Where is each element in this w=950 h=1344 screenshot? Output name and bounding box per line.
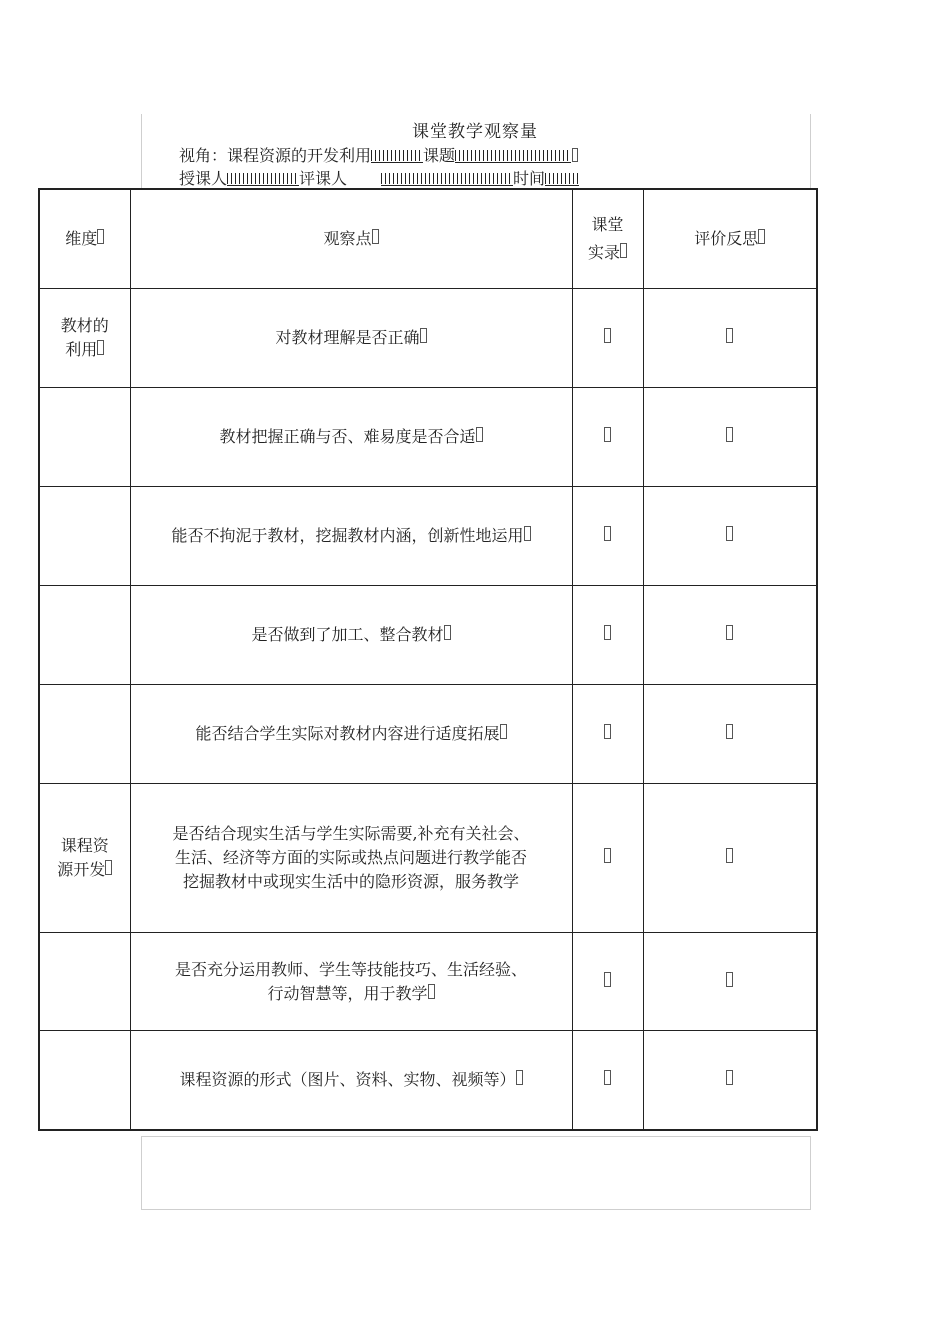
placeholder-box-icon (572, 148, 578, 162)
evaluator-blank-field[interactable] (381, 171, 513, 186)
dimension-cell (39, 586, 130, 685)
placeholder-box-icon (105, 860, 112, 875)
dimension-text: 教材的 (60, 316, 109, 335)
header-text: 评价反思 (694, 229, 759, 248)
header-line-perspective (179, 143, 578, 166)
placeholder-box-icon (604, 848, 611, 863)
dimension-cell (39, 784, 130, 933)
time-label: 时间 (513, 169, 546, 188)
reflection-cell[interactable] (643, 388, 817, 487)
placeholder-box-icon (726, 328, 733, 343)
header-text: 维度 (65, 229, 98, 248)
observation-point-cell (130, 685, 572, 784)
table-row (39, 289, 817, 388)
header-line-people (179, 166, 579, 189)
observation-point-cell (130, 586, 572, 685)
record-cell[interactable] (572, 933, 643, 1031)
time-blank-field[interactable] (545, 171, 579, 186)
observation-point-cell (130, 933, 572, 1031)
placeholder-box-icon (97, 229, 104, 244)
dimension-cell (39, 933, 130, 1031)
observation-point-text: 能否不拘泥于教材，挖掘教材内涵，创新性地运用 (171, 526, 524, 545)
record-cell[interactable] (572, 487, 643, 586)
table-header-row (39, 189, 817, 289)
record-cell[interactable] (572, 685, 643, 784)
reflection-cell[interactable] (643, 289, 817, 388)
placeholder-box-icon (726, 625, 733, 640)
topic-blank-field[interactable] (455, 148, 571, 163)
record-cell[interactable] (572, 586, 643, 685)
table-row (39, 586, 817, 685)
perspective-label: 视角： (179, 146, 228, 165)
placeholder-box-icon (620, 243, 627, 258)
record-cell[interactable] (572, 1031, 643, 1131)
observation-point-text: 能否结合学生实际对教材内容进行适度拓展 (195, 724, 500, 743)
placeholder-box-icon (604, 526, 611, 541)
table-row (39, 388, 817, 487)
placeholder-box-icon (758, 229, 765, 244)
placeholder-box-icon (476, 427, 483, 442)
observation-point-text: 是否结合现实生活与学生实际需要,补充有关社会、 (172, 824, 530, 843)
teacher-blank-field[interactable] (227, 171, 299, 186)
observation-point-cell (130, 784, 572, 933)
observation-point-text: 对教材理解是否正确 (275, 328, 420, 347)
observation-point-text: 课程资源的形式（图片、资料、实物、视频等） (179, 1070, 516, 1089)
dimension-cell (39, 388, 130, 487)
table-row (39, 933, 817, 1031)
observation-point-text: 挖掘教材中或现实生活中的隐形资源，服务教学 (182, 872, 519, 891)
dimension-cell (39, 685, 130, 784)
record-cell[interactable] (572, 388, 643, 487)
bottom-frame (141, 1136, 811, 1210)
table-row (39, 1031, 817, 1131)
document-title: 课堂教学观察量 (412, 122, 538, 142)
placeholder-box-icon (604, 1070, 611, 1085)
dimension-cell (39, 289, 130, 388)
observation-point-cell (130, 1031, 572, 1131)
reflection-cell[interactable] (643, 487, 817, 586)
placeholder-box-icon (604, 427, 611, 442)
placeholder-box-icon (428, 984, 435, 999)
placeholder-box-icon (516, 1070, 523, 1085)
placeholder-box-icon (97, 340, 104, 355)
placeholder-box-icon (500, 724, 507, 739)
reflection-cell[interactable] (643, 1031, 817, 1131)
dimension-text: 课程资 (60, 836, 109, 855)
observation-point-text: 是否充分运用教师、学生等技能技巧、生活经验、 (174, 959, 527, 979)
placeholder-box-icon (604, 625, 611, 640)
dimension-cell (39, 1031, 130, 1131)
observation-point-text: 是否做到了加工、整合教材 (251, 625, 444, 644)
table-row (39, 487, 817, 586)
header-text: 课堂 (591, 215, 624, 234)
table-row (39, 784, 817, 933)
observation-point-text: 教材把握正确与否、难易度是否合适 (219, 427, 476, 446)
observation-point-cell (130, 487, 572, 586)
placeholder-box-icon (726, 724, 733, 739)
observation-point-cell (130, 289, 572, 388)
placeholder-box-icon (726, 848, 733, 863)
topic-label: 课题 (423, 146, 456, 165)
table-row (39, 685, 817, 784)
column-header-dimension (39, 189, 130, 289)
placeholder-box-icon (604, 972, 611, 987)
dimension-cell (39, 487, 130, 586)
column-header-record (572, 189, 643, 289)
column-header-reflection (643, 189, 817, 289)
teacher-label: 授课人 (179, 169, 228, 188)
reflection-cell[interactable] (643, 784, 817, 933)
header-text: 实录 (587, 243, 620, 262)
observation-table (38, 188, 818, 1131)
header-text: 观察点 (323, 229, 372, 248)
observation-point-text: 行动智慧等，用于教学 (267, 983, 428, 1003)
observation-point-text: 生活、经济等方面的实际或热点问题进行教学能否 (174, 848, 527, 867)
blank-field[interactable] (371, 148, 423, 163)
placeholder-box-icon (726, 1070, 733, 1085)
placeholder-box-icon (420, 328, 427, 343)
placeholder-box-icon (372, 229, 379, 244)
placeholder-box-icon (524, 526, 531, 541)
evaluator-label: 评课人 (299, 169, 348, 188)
placeholder-box-icon (444, 625, 451, 640)
record-cell[interactable] (572, 289, 643, 388)
placeholder-box-icon (604, 328, 611, 343)
reflection-cell[interactable] (643, 933, 817, 1031)
placeholder-box-icon (604, 724, 611, 739)
perspective-value: 课程资源的开发利用 (227, 146, 372, 165)
placeholder-box-icon (726, 972, 733, 987)
reflection-cell[interactable] (643, 586, 817, 685)
observation-point-cell (130, 388, 572, 487)
placeholder-box-icon (726, 427, 733, 442)
dimension-text: 源开发 (57, 860, 106, 879)
column-header-observation-point (130, 189, 572, 289)
reflection-cell[interactable] (643, 685, 817, 784)
record-cell[interactable] (572, 784, 643, 933)
dimension-text: 利用 (65, 340, 98, 359)
placeholder-box-icon (726, 526, 733, 541)
